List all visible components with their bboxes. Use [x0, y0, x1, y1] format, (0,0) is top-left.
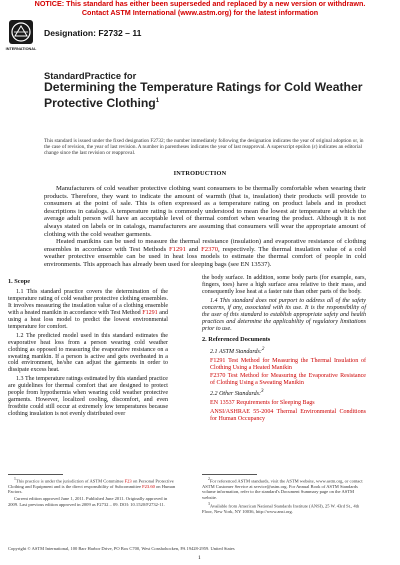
ref-item-f2370[interactable]	[202, 373, 366, 387]
ref-item-en13537[interactable]	[202, 400, 366, 407]
copyright-footer: Copyright © ASTM International, 100 Barr Harbor Drive, PO Box C700, West Conshohocken, PA 19428-2959. United States	[8, 546, 235, 551]
title-line-2: Determining the Temperature Ratings for Cold Weather	[44, 80, 363, 94]
footnote-1-edition: Current edition approved June 1, 2011. Published June 2011. Originally approved in 2009. Last previous edition approved in 2009 as F2732 – 09. DOI: 10.1520/F2732-11.	[8, 496, 168, 507]
intro-paragraph-1: Manufacturers of cold weather protective clothing want consumers to be thermally comfortable when wearing their products. Therefore, they want to indicate the amount of warmth (that is, insulation) their products will provide to consumers at the point of sale. This is often expressed as a temperature rating on product labels and in product descriptions in catalogs. A temperature rating is commonly understood to mean the lowest air temperature at which the average adult person will have an acceptable level of thermal comfort when wearing the product. Although it is not always stated on labels or in catalogs, manufacturers are assuming that consumers will wear the appropriate amount of clothing with the cold weather garments.	[44, 185, 366, 238]
introduction-heading: INTRODUCTION	[173, 170, 227, 177]
footnote-1-text-b: on Personal Protective Clothing and Equipment and is the direct responsibility of Subcommittee	[8, 478, 174, 489]
referenced-documents-heading: 2. Referenced Documents	[202, 335, 271, 343]
ref-title: Thermal Environmental Conditions for Human Occupancy	[210, 409, 366, 423]
intro-p2-text-a: Heated manikins can be used to measure the thermal resistance (insulation) and evaporative resistance of clothing ensembles in accordance with Test Methods	[44, 238, 366, 253]
footnote-3: $^3$Available from American National Standards Institute (ANSI), 25 W. 43rd St., 4th Floor, New York, NY 10036, http://www.ansi.org.	[202, 501, 360, 514]
other-standards-label: 2.2 Other Standards:	[210, 391, 262, 398]
right-column	[202, 275, 366, 425]
footnote-2: $^2$For referenced ASTM standards, visit the ASTM website, www.astm.org, or contact ASTM Customer Service at service@astm.org. For Annual Book of ASTM Standards volume information, refer to the standard's Document Summary page on the ASTM website.	[202, 477, 363, 500]
left-column	[8, 275, 168, 420]
ref-link-f23-60[interactable]: F23.60	[142, 483, 155, 489]
intro-p2-text-c: , respectively. The thermal insulation value of a cold weather protective ensemble can be used in heat loss models to estimate the thermal comfort of people in cold environments. This approach has already been used for sleeping bags (see EN 13537).	[44, 245, 366, 268]
ref-title: Test Method for Measuring the Evaporative Resistance of Clothing Using a Sweating Manikin	[210, 373, 366, 387]
footnote-rule	[8, 474, 63, 475]
footnotes-right	[202, 474, 366, 515]
scope-1-4: 1.4 This standard does not purport to address all of the safety concerns, if any, associated with its use. It is the responsibility of the user of this standard to establish appropriate safety and health practices and determine the applicability of regulatory limitations prior to use.	[202, 297, 366, 332]
title-line-3	[44, 95, 374, 111]
astm-logo	[5, 20, 37, 52]
ref-code: F2370	[210, 373, 226, 380]
astm-logo-icon	[5, 20, 37, 52]
scope-1-1	[8, 289, 168, 331]
notice-line-1: NOTICE: This standard has either been superseded and replaced by a new version or withdrawn.	[34, 0, 366, 8]
ref-item-ashrae55[interactable]	[202, 409, 366, 423]
footnote-1-text-a: This practice is under the jurisdiction of ASTM Committee	[15, 478, 125, 484]
scope-1-1-text-b: and using a heat loss model to predict the lowest environmental temperature for comfort.	[8, 309, 168, 330]
ref-code: F1291	[210, 357, 226, 364]
footnote-1-text-c: on Human Factors.	[8, 483, 176, 495]
scope-heading: 1. Scope	[8, 278, 31, 285]
scope-1-3: 1.3 The temperature ratings estimated by this standard practice are guidelines for thermal comfort that are designed to protect people from hypothermia when wearing cold weather protective garments. However, localized cooling, discomfort, and even frostbite could still occur at extremely low temperatures because clothing insulation is not evenly distributed over	[8, 376, 168, 418]
introduction	[44, 185, 366, 269]
supersede-notice	[0, 0, 400, 17]
title-line-3-text: Protective Clothing	[44, 95, 156, 110]
ref-title: Test Method for Measuring the Thermal Insulation of Clothing Using a Heated Manikin	[210, 357, 366, 371]
logo-label: INTERNATIONAL	[5, 47, 37, 51]
ref-title: Requirements for Sleeping Bags	[236, 400, 315, 407]
footnote-1: $^1$This practice is under the jurisdiction of ASTM Committee F23 on Personal Protective Clothing and Equipment and is the direct responsibility of Subcommittee F23.60 on Human Factors.	[8, 477, 176, 495]
astm-standards-label: 2.1 ASTM Standards:	[210, 348, 262, 355]
footnotes-left	[8, 474, 178, 509]
ref-link-f23[interactable]: F23	[124, 478, 132, 484]
page-number: 1	[198, 555, 201, 561]
scope-1-2: 1.2 The predicted model used in this standard estimates the evaporative heat loss from a person wearing cold weather clothing as opposed to measuring the evaporative resistance on a sweating manikin. If a person is active and gets overheated in a cold environment, he/she can adjust the garments in order to dissipate excess heat.	[8, 332, 168, 374]
scope-1-1-text-a: 1.1 This standard practice covers the determination of the temperature rating of cold weather protective clothing ensembles. It involves measuring the insulation value of a clothing ensemble with a heated manikin in accordance with Test Method	[8, 288, 168, 316]
footnote-rule	[202, 474, 257, 475]
footnote-3-text: Available from American National Standards Institute (ANSI), 25 W. 43rd St., 4th Floor, New York, NY 10036, http://www.ansi.org.	[202, 503, 360, 514]
ref-link-f1291-scope[interactable]: F1291	[142, 309, 158, 316]
scope-1-3-continued: the body surface. In addition, some body parts (for example, ears, fingers, toes) have a high surface area relative to their mass, and consequently lose heat at a faster rate than other parts of the body.	[202, 275, 366, 295]
astm-standards-subheading	[202, 347, 366, 356]
ref-code: EN 13537	[210, 400, 235, 407]
intro-p2-text-b: and	[185, 245, 202, 253]
ref-code: ANSI/ASHRAE 55-2004	[210, 409, 274, 416]
notice-line-2: Contact ASTM International (www.astm.org) for the latest information	[81, 7, 319, 17]
ref-link-f1291[interactable]: F1291	[169, 245, 186, 253]
other-standards-subheading	[202, 389, 366, 398]
standard-note: This standard is issued under the fixed designation F2732; the number immediately following the designation indicates the year of original adoption or, in the case of revision, the year of last revision. A number in parentheses indicates the year of last reapproval. A superscript epsilon (ε) indicates an editorial change since the last revision or reapproval.	[44, 138, 364, 157]
title-footnote-mark: 1	[155, 97, 160, 104]
ref-item-f1291[interactable]	[202, 358, 366, 372]
title-line-1: StandardPractice for	[44, 70, 137, 81]
other-standards-footnote-mark: 3	[261, 389, 264, 395]
document-title	[44, 70, 374, 110]
footnote-2-text: For referenced ASTM standards, visit the ASTM website, www.astm.org, or contact ASTM Customer Service at service@astm.org. For Annual Book of ASTM Standards volume information, refer to the standard's Document Summary page on the ASTM website.	[202, 478, 363, 500]
intro-paragraph-2	[44, 238, 366, 268]
ref-link-f2370[interactable]: F2370	[201, 245, 218, 253]
designation: Designation: F2732 – 11	[44, 28, 142, 38]
astm-standards-footnote-mark: 2	[261, 346, 265, 352]
